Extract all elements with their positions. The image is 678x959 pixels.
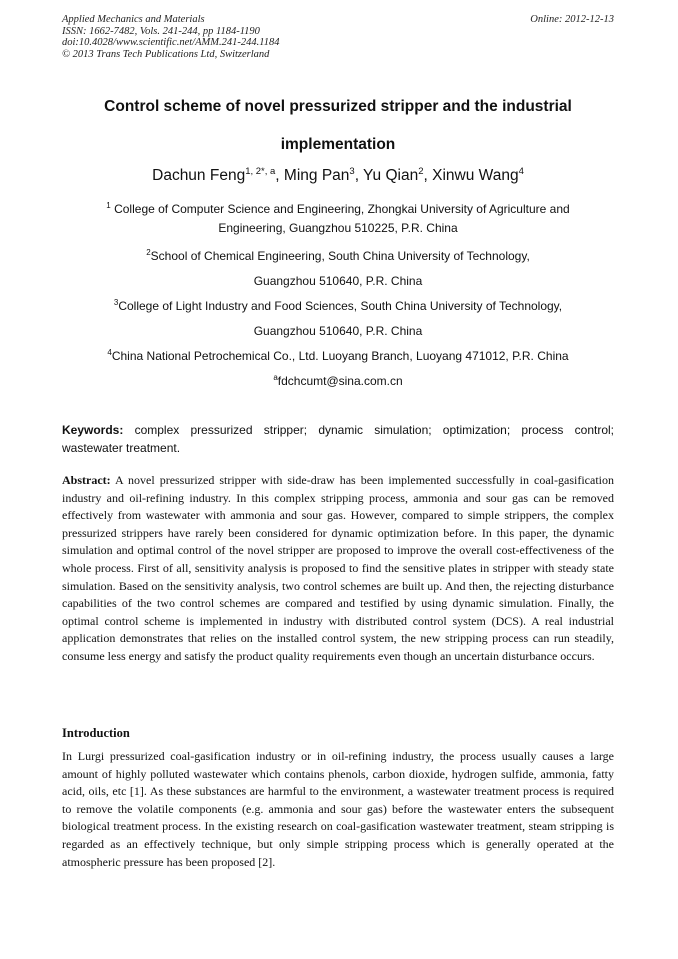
affil-text: College of Light Industry and Food Sciences, South China University of Technology,	[118, 299, 563, 313]
title-line-1: Control scheme of novel pressurized stripper and the industrial	[104, 98, 572, 115]
affil-text: China National Petrochemical Co., Ltd. Luoyang Branch, Luoyang 471012, P.R. China	[111, 349, 569, 363]
author-name: Xinwu Wang	[432, 167, 519, 184]
affil-text: College of Computer Science and Engineering, Zhongkai University of Agriculture and	[114, 202, 570, 216]
affil-sup: 2	[146, 248, 151, 257]
affil-text: Guangzhou 510640, P.R. China	[253, 274, 423, 288]
author-affil-sup: 3	[349, 166, 355, 177]
author-affil-sup: 2	[418, 166, 424, 177]
keywords-label: Keywords:	[62, 423, 124, 437]
affil-text: Engineering, Guangzhou 510225, P.R. China	[218, 221, 458, 235]
introduction-body: In Lurgi pressurized coal-gasification industry or in oil-refining industry, the process usually causes a large amount of highly polluted wastewater which contains phenols, carbon dioxide, hydrogen sulfide, ammonia, fatty acid, oils, etc [1]. As these substances are harmful to the environment, a wastewater treatment process is required to remove the volatile components (e.g. ammonia and sour gas) before the wastewater enters the subsequent biological treatment process. In the existing research on coal-gasification wastewater treatment, steam stripping is regarded as an effectively technique, but only simple stripping process which is generally operated at the atmospheric pressure has been proposed [2].	[62, 749, 614, 869]
keywords-text: complex pressurized stripper; dynamic simulation; optimization; process control; wastewater treatment.	[62, 423, 614, 455]
author-affil-sup: 4	[518, 166, 524, 177]
introduction-heading: Introduction	[62, 726, 130, 740]
doi-line: doi:10.4028/www.scientific.net/AMM.241-244.1184	[62, 37, 280, 48]
abstract-section	[62, 472, 614, 666]
issn-line: ISSN: 1662-7482, Vols. 241-244, pp 1184-1190	[62, 25, 260, 37]
email-sup: a	[273, 373, 278, 382]
affil-sup: 3	[113, 298, 119, 307]
affiliations	[62, 200, 614, 394]
affil-text: Guangzhou 510640, P.R. China	[253, 324, 423, 338]
affiliation-4	[62, 344, 614, 369]
affiliation-2	[62, 244, 614, 294]
affil-sup: 1	[106, 201, 111, 210]
author-email	[62, 369, 614, 394]
affiliation-1	[62, 200, 614, 238]
journal-name: Applied Mechanics and Materials	[62, 14, 205, 25]
author-name: Yu Qian	[363, 167, 419, 184]
author-list	[62, 166, 614, 186]
affiliation-3	[62, 294, 614, 344]
journal-header	[62, 14, 614, 60]
author-name: Ming Pan	[283, 167, 350, 184]
email-address: fdchcumt@sina.com.cn	[277, 374, 403, 388]
online-date: Online: 2012-12-13	[530, 14, 614, 25]
author-affil-sup: 1, 2*, a	[245, 166, 276, 177]
keywords-section	[62, 421, 614, 457]
paper-title	[62, 88, 614, 164]
affil-sup: 4	[107, 348, 112, 357]
author-separator: ,	[275, 167, 284, 184]
author-separator: ,	[354, 167, 364, 184]
title-line-2: implementation	[280, 136, 396, 153]
abstract-text: A novel pressurized stripper with side-draw has been implemented successfully in coal-gasification industry and oil-refining industry. In this complex stripping process, ammonia and sour gas can be removed effectively from wastewater with ammonia and sour gas. However, compared to simple strippers, the complex pressurized strippers have rarely been considered for dynamic optimization before. In this paper, the dynamic simulation and optimal control of the novel stripper are proposed to improve the overall cost-effectiveness of the whole process. First of all, sensitivity analysis is proposed to find the sensitive plates in stripper with steady state simulation. Based on the sensitivity analysis, two control schemes are built up. And then, the rejecting disturbance capabilities of the two control schemes are compared and testified by using dynamic simulation. Finally, the optimal control scheme is implemented in industry with distributed control system (DCS). A real industrial application demonstrates that relies on the installed control system, the new stripping process can run steadily, consume less energy and satisfy the product quality requirements even though an uncertain disturbance occurs.	[62, 473, 614, 663]
copyright-line: © 2013 Trans Tech Publications Ltd, Switzerland	[62, 48, 270, 60]
affil-text: School of Chemical Engineering, South China University of Technology,	[150, 249, 530, 263]
abstract-label: Abstract:	[62, 473, 111, 487]
author-name: Dachun Feng	[152, 167, 246, 184]
author-separator: ,	[423, 167, 433, 184]
